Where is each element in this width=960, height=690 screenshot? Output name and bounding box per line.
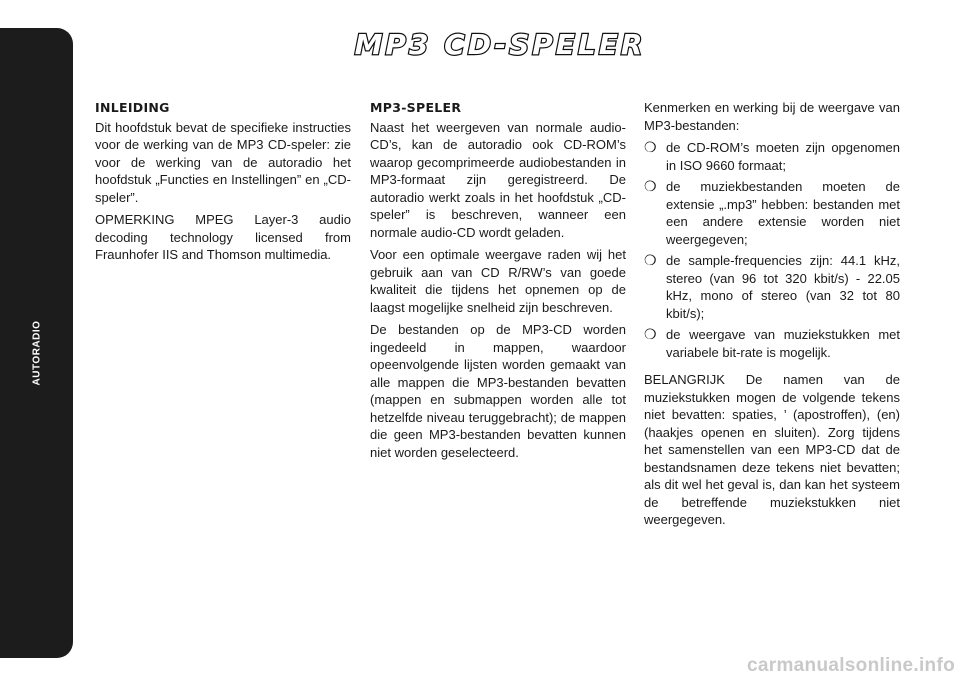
mp3-player-paragraph: De bestanden op de MP3-CD worden ingedeeld in mappen, waardoor opeenvolgende lijsten worden gemaakt van alle mappen die MP3-bestanden bevatten (mappen en submappen worden alle tot hetzelfde niveau teruggebracht); de mappen die geen MP3-bestanden bevatten kunnen niet worden geselecteerd.	[370, 322, 626, 460]
intro-heading: INLEIDING	[95, 100, 170, 115]
note-paragraph: OPMERKING MPEG Layer-3 audio decoding technology licensed from Fraunhofer IIS and Thomson multimedia.	[95, 212, 351, 262]
column-intro	[95, 99, 351, 269]
mp3-player-heading: MP3-SPELER	[370, 100, 462, 115]
intro-paragraph: Dit hoofdstuk bevat de specifieke instructies voor de werking van de MP3 CD-speler: zie voor de werking van de autoradio het hoofdstuk „Functies en Instellingen” en „CD-speler”.	[95, 119, 351, 205]
features-list	[644, 139, 900, 361]
page-title-graphic	[355, 24, 645, 64]
mp3-player-paragraph: Voor een optimale weergave raden wij het gebruik aan van CD R/RW’s van goede kwaliteit die tijdens het opnemen op de laagst mogelijke snelheid zijn beschreven.	[370, 247, 626, 315]
list-item-text: de muziekbestanden moeten de extensie „.mp3” hebben: bestanden met een andere extensie worden niet weergegeven;	[666, 179, 900, 247]
features-intro: Kenmerken en werking bij de weergave van MP3-bestanden:	[644, 100, 900, 133]
section-label: AUTORADIO	[31, 320, 43, 386]
circle-bullet-icon: ❍	[644, 178, 657, 194]
column-features	[644, 99, 900, 534]
mp3-player-paragraph: Naast het weergeven van normale audio-CD’s, kan de autoradio ook CD-ROM’s waarop gecomprimeerde audiobestanden in MP3-formaat zijn geregistreerd. De autoradio werkt zoals in het hoofdstuk „CD-speler” is beschreven, wanneer een normale audio-CD wordt geladen.	[370, 119, 626, 240]
circle-bullet-icon: ❍	[644, 326, 657, 342]
list-item	[644, 326, 900, 361]
important-note: BELANGRIJK De namen van de muziekstukken mogen de volgende tekens niet bevatten: spaties, ’ (apostroffen), (en) (haakjes openen en sluiten). Zorg tijdens het samenstellen van een MP3-CD dat de bestandsnamen deze tekens niet bevatten; als dit wel het geval is, dan kan het systeem de betreffende muziekstukken niet weergegeven.	[644, 372, 900, 527]
list-item-text: de CD-ROM’s moeten zijn opgenomen in ISO 9660 formaat;	[666, 140, 900, 173]
page-title-text: MP3 CD-SPELER	[354, 28, 646, 61]
list-item	[644, 139, 900, 174]
side-tab	[0, 28, 73, 689]
circle-bullet-icon: ❍	[644, 252, 657, 268]
list-item-text: de sample-frequencies zijn: 44.1 kHz, stereo (van 96 tot 320 kbit/s) - 22.05 kHz, mono of stereo (van 32 tot 80 kbit/s);	[666, 253, 900, 321]
circle-bullet-icon: ❍	[644, 139, 657, 155]
list-item-text: de weergave van muziekstukken met variabele bit-rate is mogelijk.	[666, 327, 900, 360]
list-item	[644, 178, 900, 248]
list-item	[644, 252, 900, 322]
footer-watermark: carmanualsonline.info	[747, 655, 955, 676]
page-number: 274	[19, 664, 57, 689]
column-mp3-player	[370, 99, 626, 466]
page-title	[355, 24, 645, 64]
